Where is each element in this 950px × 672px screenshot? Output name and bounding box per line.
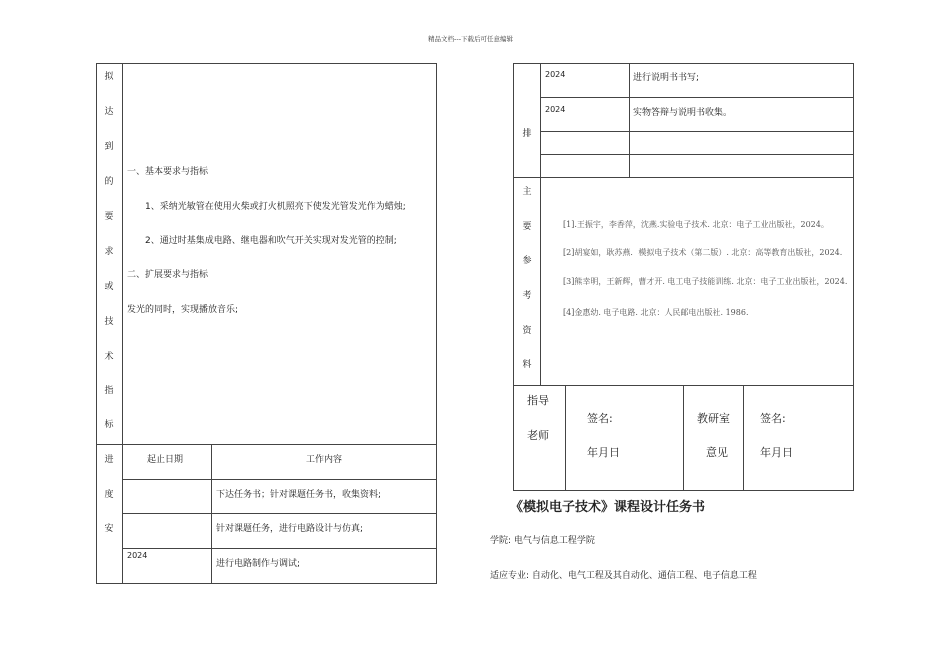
label-char: 要 [104, 212, 114, 222]
label-char: 资 [522, 326, 532, 336]
label-char: 技 [104, 317, 114, 327]
header-content: 工作内容 [306, 455, 343, 465]
reference-item: [3]熊幸明，王新辉，曹才开. 电工电子技能训练. 北京：电子工业出版社，2024. [563, 277, 848, 286]
table-row-content: 下达任务书；针对课题任务书，收集资料; [216, 490, 382, 500]
basic-item-1: 1、采纳光敏管在使用火柴或打火机照亮下使发光管发光作为蜡烛; [145, 202, 406, 212]
label-char: 术 [104, 352, 114, 362]
header-watermark: 精品文档---下载后可任意编辑 [428, 35, 514, 43]
label-char: 达 [104, 107, 114, 117]
table-row-content: 实物答辩与说明书收集。 [633, 108, 733, 118]
advisor-label: 指导 [527, 394, 549, 407]
header-date: 起止日期 [147, 455, 184, 465]
document-title: 《模拟电子技术》课程设计任务书 [510, 500, 706, 515]
basic-item-2: 2、通过时基集成电路、继电器和吹气开关实现对发光管的控制; [145, 236, 397, 246]
table-row-content: 进行电路制作与调试; [216, 559, 301, 569]
table-row-content: 针对课题任务，进行电路设计与仿真; [216, 524, 364, 534]
table-row-date: 2024 [127, 551, 148, 560]
label-char: 参 [522, 256, 532, 266]
ext-heading: 二、扩展要求与指标 [127, 270, 209, 280]
label-char: 安 [104, 524, 114, 534]
label-char: 要 [522, 222, 532, 232]
label-char: 考 [522, 291, 532, 301]
reference-item: [2]胡宴如，耿苏燕．模拟电子技术（第二版）. 北京：高等教育出版社，2024. [563, 248, 843, 257]
advisor-date: 年月日 [587, 446, 620, 459]
office-label: 意见 [706, 446, 728, 459]
ext-item: 发光的同时，实现播放音乐; [127, 305, 239, 315]
table-row-date: 2024 [545, 105, 566, 114]
label-char: 指 [104, 386, 114, 396]
table-row-content: 进行说明书书写; [633, 73, 700, 83]
label-char: 或 [104, 282, 114, 292]
schedule-label-right: 排 [522, 129, 532, 139]
label-char: 拟 [104, 72, 114, 82]
label-char: 度 [104, 490, 114, 500]
office-sign: 签名: [760, 412, 786, 425]
office-label: 教研室 [697, 412, 730, 425]
label-char: 主 [522, 187, 532, 197]
label-char: 的 [104, 177, 114, 187]
reference-item: [1].王振宇，李香萍，沈燕.实验电子技术. 北京：电子工业出版社，2024。 [563, 220, 829, 229]
advisor-label: 老师 [527, 429, 549, 442]
basic-heading: 一、基本要求与指标 [127, 167, 209, 177]
label-char: 到 [104, 142, 114, 152]
table-row-date: 2024 [545, 70, 566, 79]
label-char: 进 [104, 455, 114, 465]
label-char: 料 [522, 360, 532, 370]
college-line: 学院: 电气与信息工程学院 [490, 536, 595, 546]
label-char: 标 [104, 420, 114, 430]
majors-line: 适应专业: 自动化、电气工程及其自动化、通信工程、电子信息工程 [490, 571, 757, 581]
reference-item: [4]金惠幼. 电子电路. 北京：人民邮电出版社. 1986. [563, 308, 749, 317]
label-char: 求 [104, 247, 114, 257]
office-date: 年月日 [760, 446, 793, 459]
advisor-sign: 签名: [587, 412, 613, 425]
